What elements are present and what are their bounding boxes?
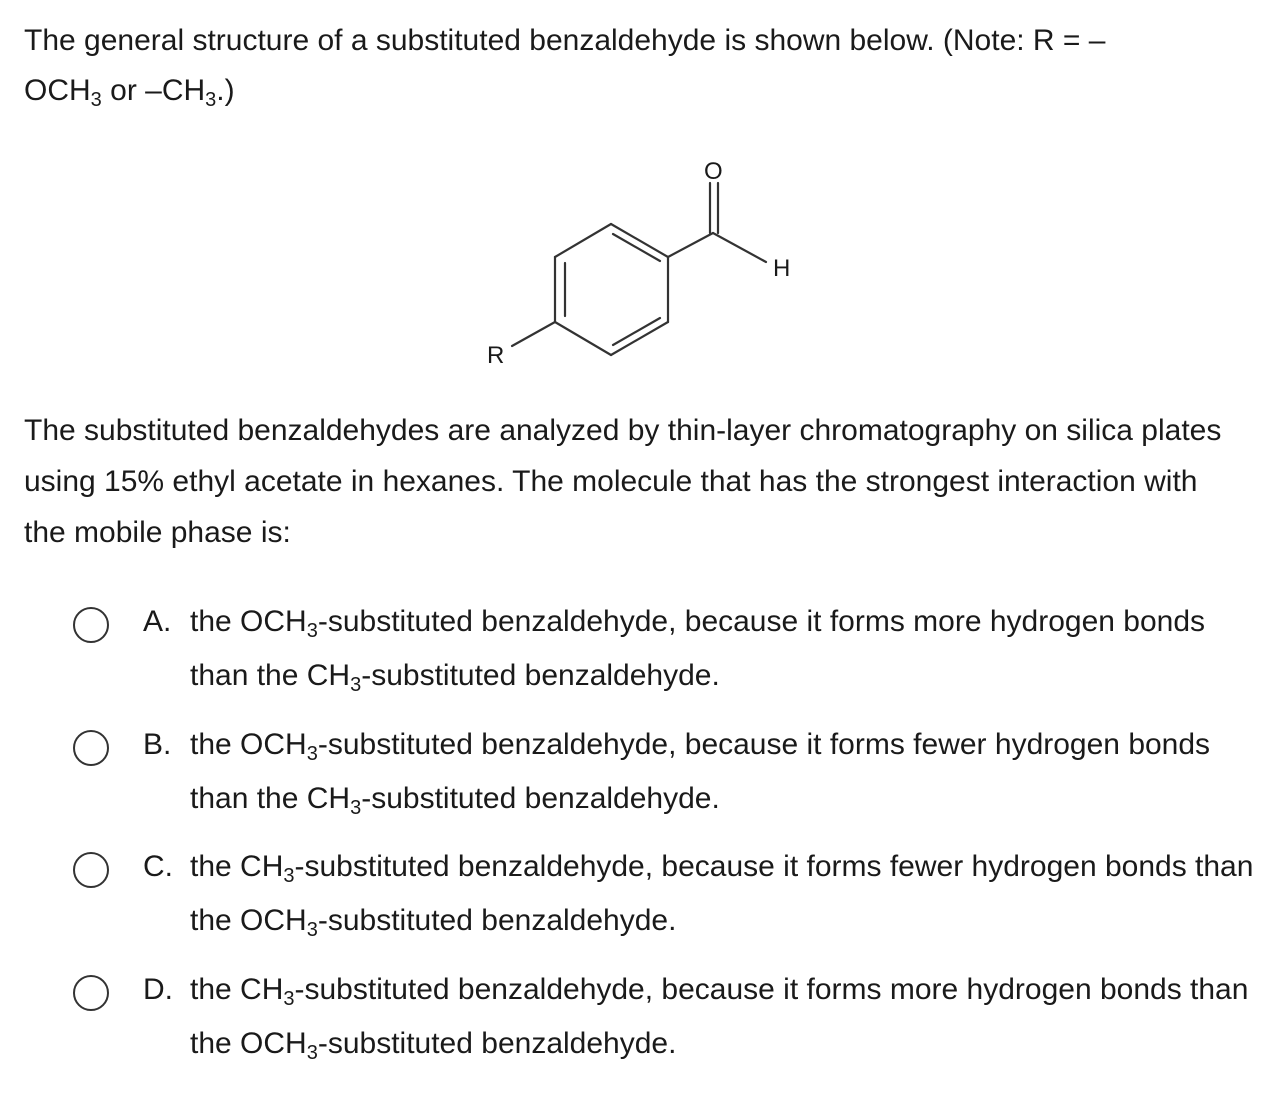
intro-line-1: The general structure of a substituted benzaldehyde is shown below. (Note: R = – (24, 24, 1106, 57)
option-d-text: the $CH_3$-substituted benzaldehyde, because it forms more hydrogen bonds than the $OCH_3$-substituted benzaldehyde. (190, 972, 1249, 1064)
option-c-letter: C. (143, 850, 173, 883)
option-a-letter: A. (143, 605, 172, 638)
answer-options (0, 595, 1276, 1085)
option-c[interactable] (0, 840, 1276, 963)
option-b-text: the $OCH_3$-substituted benzaldehyde, because it forms fewer hydrogen bonds than the $CH_3$-substituted benzaldehyde. (190, 727, 1211, 819)
intro-och-sub: 3 (90, 89, 102, 111)
intro-och: OCH (24, 74, 91, 107)
option-d[interactable] (0, 963, 1276, 1086)
radio-option-a[interactable] (73, 607, 109, 643)
oxygen-label: O (704, 158, 723, 185)
option-d-letter: D. (143, 972, 173, 1006)
option-b[interactable] (0, 718, 1276, 841)
r-group-label: R (487, 342, 505, 369)
intro-end: .) (216, 74, 235, 107)
intro-ch: or –CH (101, 74, 206, 107)
hydrogen-label: H (773, 255, 791, 282)
intro-text (24, 16, 1224, 116)
radio-option-b[interactable] (73, 730, 109, 766)
option-c-text: the $CH_3$-substituted benzaldehyde, because it forms fewer hydrogen bonds than the $OCH_3$-substituted benzaldehyde. (190, 850, 1254, 941)
intro-ch-sub: 3 (205, 89, 217, 111)
option-a[interactable] (0, 595, 1276, 718)
option-a-text: the $OCH_3$-substituted benzaldehyde, because it forms more hydrogen bonds than the $CH_3$-substituted benzaldehyde. (190, 605, 1206, 696)
question-text: The substituted benzaldehydes are analyzed by thin-layer chromatography on silica plates using 15% ethyl acetate in hexanes. The molecule that has the strongest interaction with the mobile phase is: (24, 414, 1222, 549)
benzaldehyde-structure (470, 150, 810, 380)
radio-option-d[interactable] (73, 975, 109, 1011)
option-b-letter: B. (143, 727, 172, 761)
radio-option-c[interactable] (73, 852, 109, 888)
